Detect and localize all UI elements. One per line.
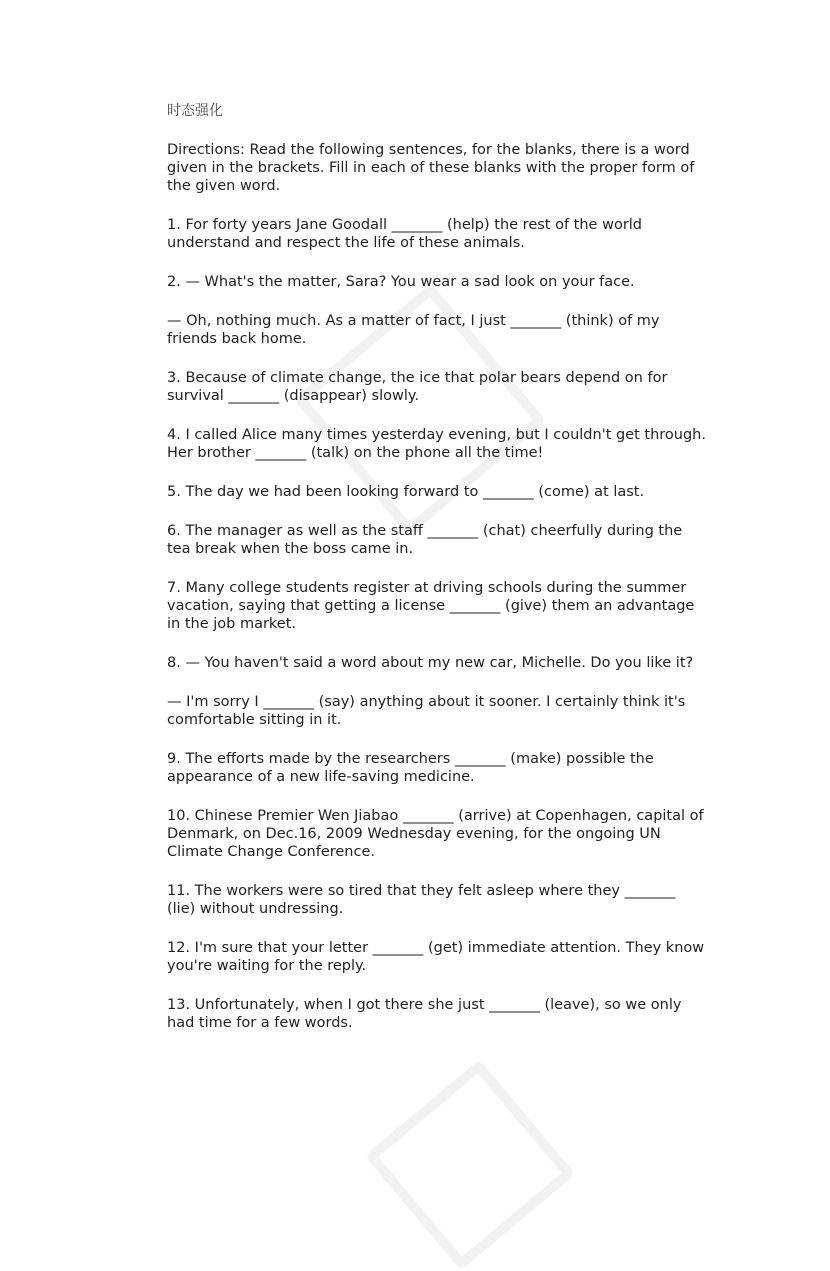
question-8-reply: — I'm sorry I _______ (say) anything about it sooner. I certainly think it's comfortable sitting in it. [167,694,686,728]
question-4: 4. I called Alice many times yesterday evening, but I couldn't get through. Her brother _______ (talk) on the phone all the time! [167,427,706,461]
directions-text: Directions: Read the following sentences, for the blanks, there is a word given in the brackets. Fill in each of these blanks with the proper form of the given word. [167,142,695,194]
watermark-logo [364,1059,575,1270]
question-1: 1. For forty years Jane Goodall _______ (help) the rest of the world understand and respect the life of these animals. [167,217,643,251]
question-11: 11. The workers were so tired that they felt asleep where they _______ (lie) without undressing. [167,883,676,917]
document-body [167,141,707,1053]
question-2: 2. — What's the matter, Sara? You wear a sad look on your face. [167,274,635,290]
document-title: 时态强化 [167,103,223,119]
question-3: 3. Because of climate change, the ice that polar bears depend on for survival _______ (disappear) slowly. [167,370,668,404]
question-8: 8. — You haven't said a word about my new car, Michelle. Do you like it? [167,655,694,671]
question-2-reply: — Oh, nothing much. As a matter of fact, I just _______ (think) of my friends back home. [167,313,660,347]
question-5: 5. The day we had been looking forward to _______ (come) at last. [167,484,645,500]
question-6: 6. The manager as well as the staff _______ (chat) cheerfully during the tea break when the boss came in. [167,523,683,557]
question-12: 12. I'm sure that your letter _______ (get) immediate attention. They know you're waiting for the reply. [167,940,705,974]
question-7: 7. Many college students register at driving schools during the summer vacation, saying that getting a license _______ (give) them an advantage in the job market. [167,580,695,632]
question-10: 10. Chinese Premier Wen Jiabao _______ (arrive) at Copenhagen, capital of Denmark, on Dec.16, 2009 Wednesday evening, for the ongoing UN Climate Change Conference. [167,808,704,860]
question-13: 13. Unfortunately, when I got there she just _______ (leave), so we only had time for a few words. [167,997,682,1031]
question-9: 9. The efforts made by the researchers _______ (make) possible the appearance of a new life-saving medicine. [167,751,654,785]
